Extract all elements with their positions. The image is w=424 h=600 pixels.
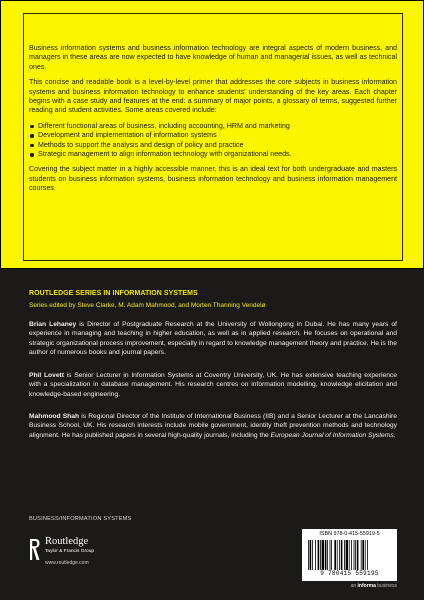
informa-suffix: business (375, 583, 397, 589)
series-title: ROUTLEDGE SERIES IN INFORMATION SYSTEMS (29, 290, 198, 297)
barcode-icon (308, 540, 391, 570)
publisher-name: Routledge (45, 536, 89, 547)
publisher-group: Taylor & Francis Group (45, 549, 95, 554)
blurb-bullet: Development and implementation of information systems (38, 131, 397, 140)
publisher-logo (29, 536, 169, 576)
author-bio-lovett (29, 371, 397, 399)
author-bio-text: is Director of Postgraduate Research at the University of Wollongong in Dubai. He has many years of experience in managing and teaching in higher education, as well as in applied research. He focuses on operational and strategic organizational process improvement, especially in regard to knowledge management theory and practice. He is the author of numerous books and journal papers. (29, 321, 397, 356)
author-name: Brian Lehaney (29, 321, 77, 328)
informa-business-text (300, 583, 397, 589)
informa-prefix: an (350, 583, 358, 589)
barcode-block (302, 529, 397, 581)
blurb-text (29, 44, 397, 200)
blurb-bullet: Strategic management to align information technology with organizational needs. (38, 150, 397, 159)
author-bio-end: . (393, 431, 396, 439)
informa-brand: informa (357, 583, 376, 589)
blurb-bullet: Different functional areas of business, including accounting, HRM and marketing (38, 122, 397, 131)
author-bio-lehaney (29, 320, 397, 357)
author-name: Mahmood Shah (29, 413, 80, 420)
series-editors: Series edited by Steve Clarke, M. Adam Mahmood, and Morten Thanning Vendelø (29, 302, 266, 309)
blurb-paragraph-2: This concise and readable book is a level-by-level primer that addresses the core subjects in business information systems and business information technology to enhance students' understanding of the key areas. Each chapter begins with a case study and features at the end: a summary of major points, a glossary of terms, suggested further reading and student activities. Some areas covered include: (29, 78, 397, 115)
blurb-paragraph-3: Covering the subject matter in a highly accessible manner, this is an ideal text for both undergraduate and masters students on business information systems, business information technology and business information management courses. (29, 165, 397, 193)
author-name: Phil Lovett (29, 372, 65, 379)
isbn-text: ISBN 978-0-415-55919-5 (319, 531, 380, 537)
barcode-digits: 9 780415 559195 (320, 570, 379, 577)
author-bio-text: is Regional Director of the Institute of International Business (IIB) and a Senior Lecturer at the Lancashire Business School, UK. His research interests include mobile government, identity theft prevention methods and technology alignment. He has published papers in several high-quality journals, including the (29, 413, 397, 439)
publisher-url: www.routledge.com (45, 560, 89, 566)
blurb-bullet: Methods to support the analysis and design of policy and practice (38, 141, 397, 150)
subject-category: BUSINESS/INFORMATION SYSTEMS (29, 516, 132, 522)
blurb-bullet-list (29, 122, 397, 160)
author-bio-text: is Senior Lecturer in Information Systems at Coventry University, UK. He has extensive teaching experience with a specialization in database management. His research centres on information modelling, knowledge elicitation and knowledge-based engineering. (29, 372, 397, 398)
routledge-r-icon (29, 538, 40, 562)
journal-title: European Journal of Information Systems (270, 431, 394, 439)
blurb-paragraph-1: Business information systems and business information technology are integral aspects of modern business, and managers in these areas are now expected to have knowledge of human and managerial issues, as well as technical ones. (29, 44, 397, 71)
author-bio-shah (29, 412, 397, 440)
